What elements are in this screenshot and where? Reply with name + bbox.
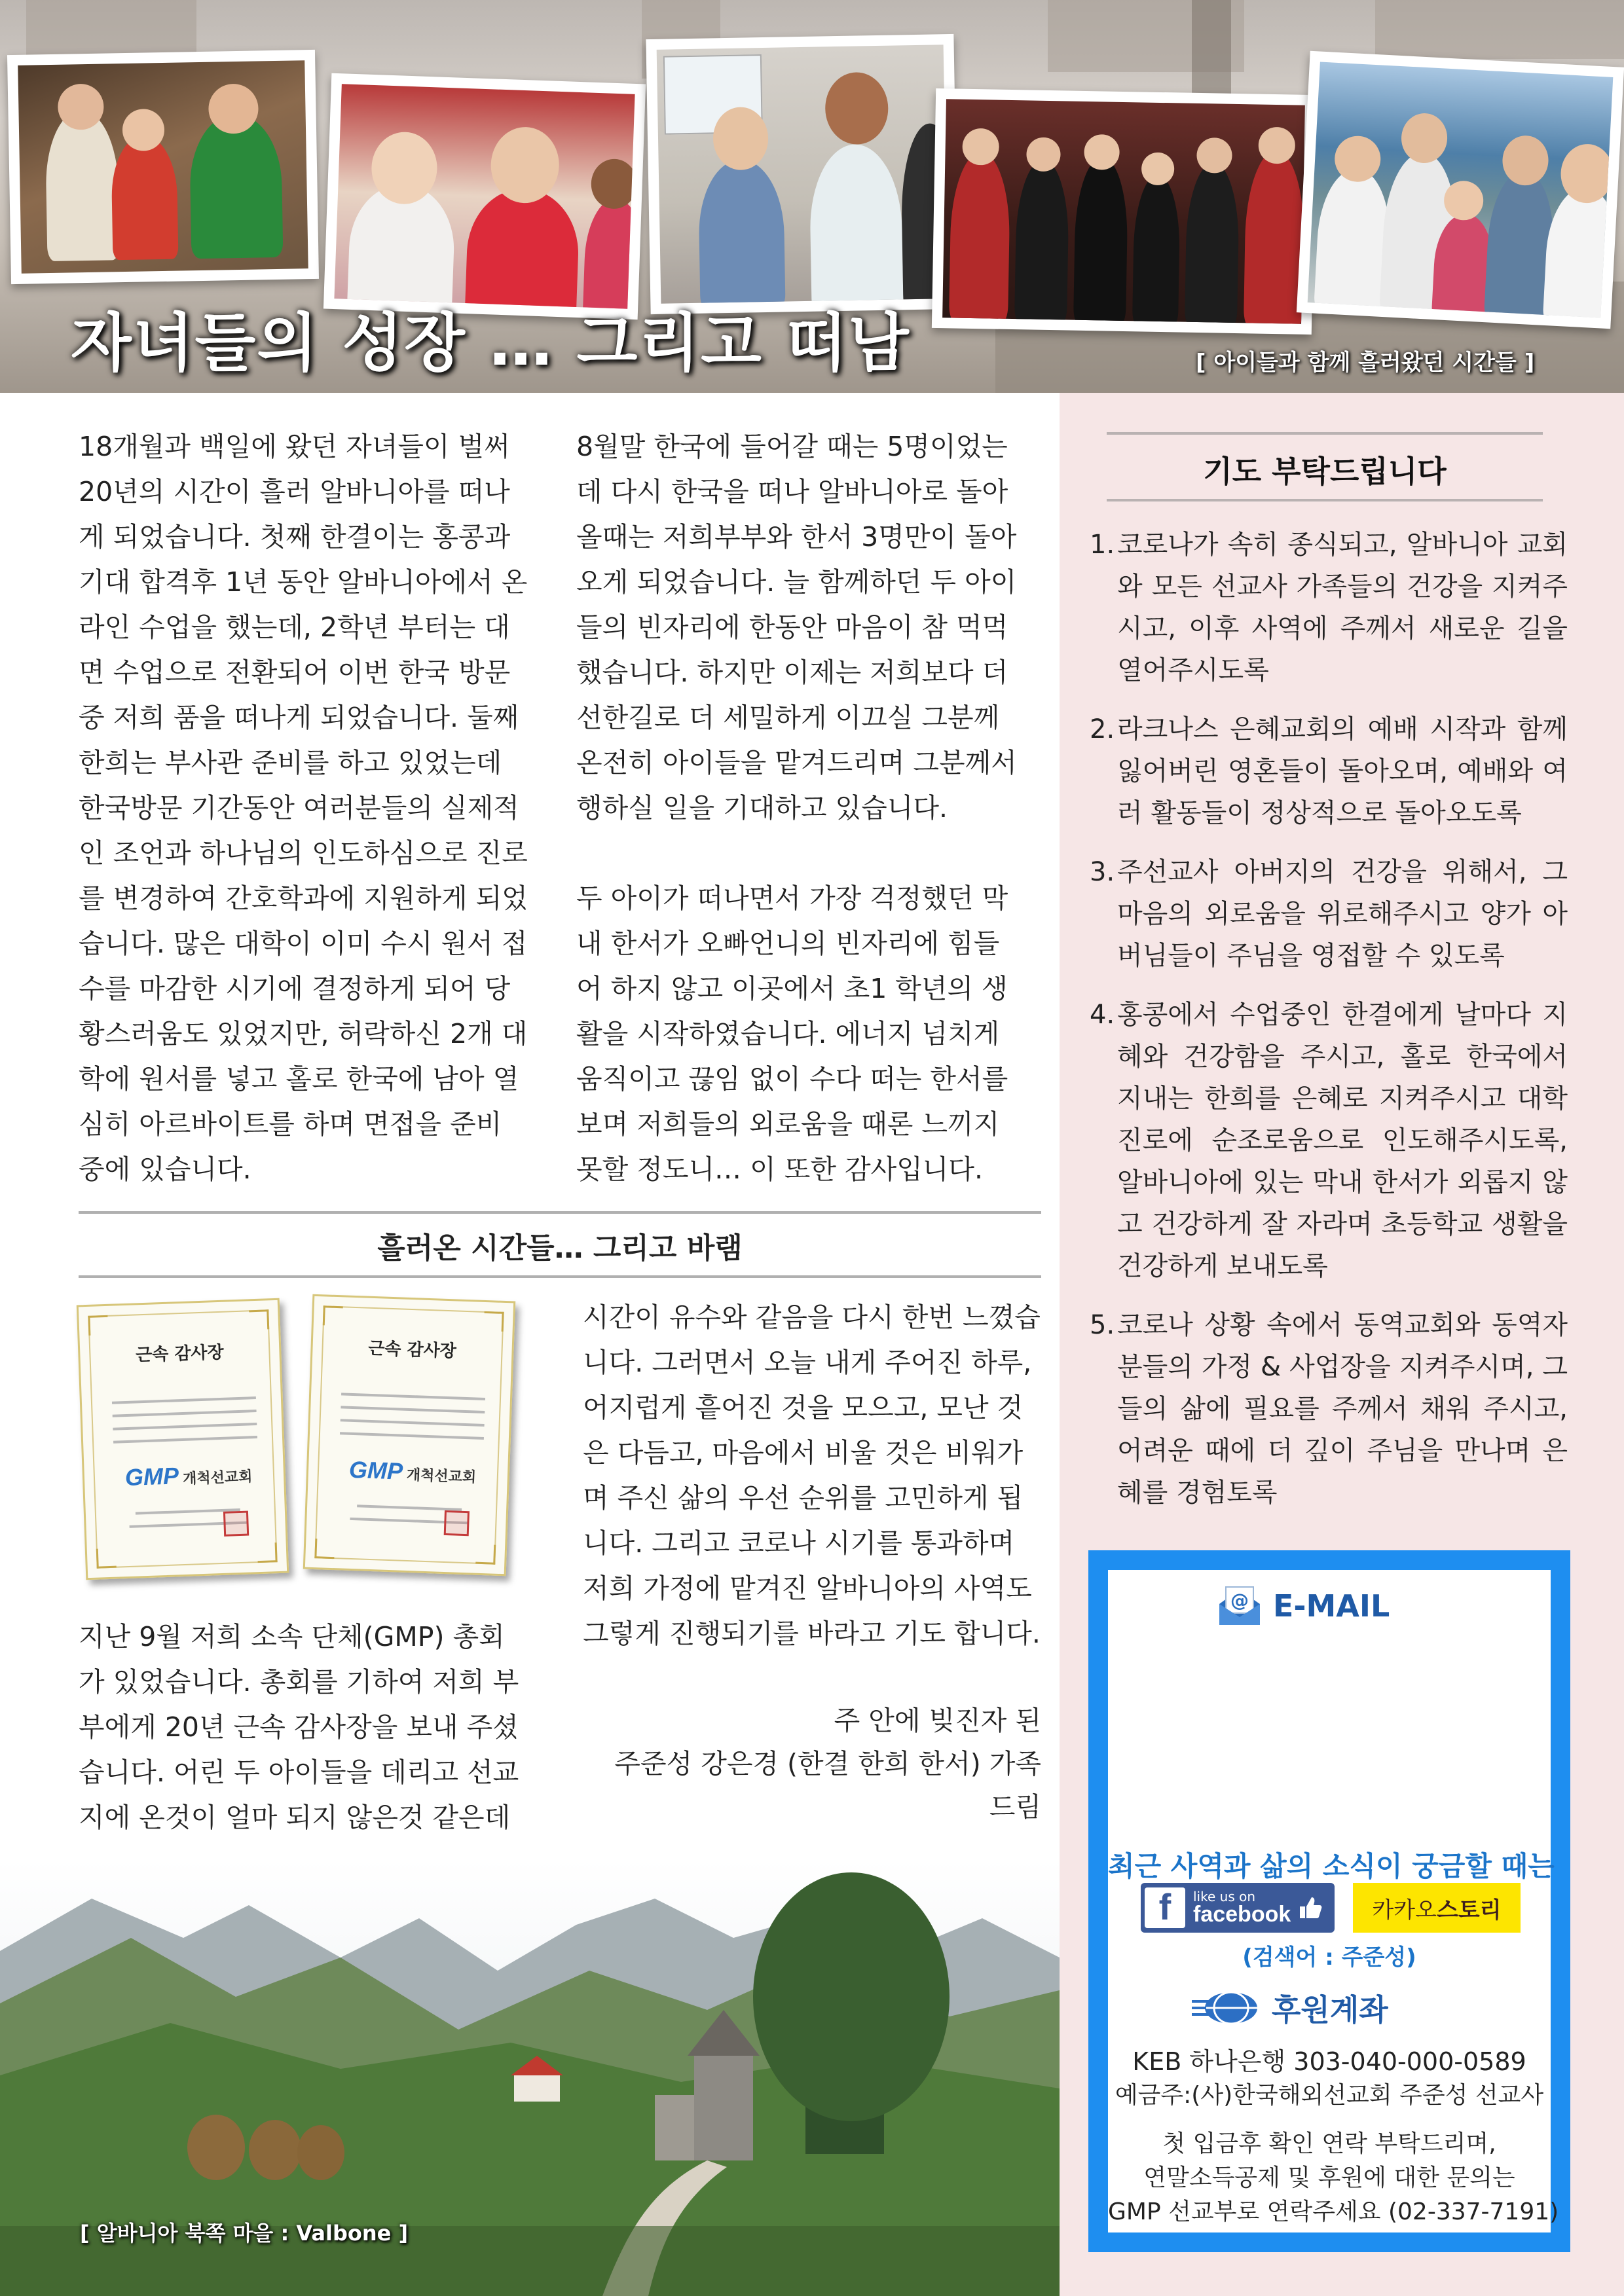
text-line: 행하실 일을 기대하고 있습니다. bbox=[576, 792, 948, 824]
paragraph-gap bbox=[576, 831, 1040, 876]
kakao-bold: 스토리 bbox=[1437, 1897, 1502, 1923]
prayer-number: 5. bbox=[1090, 1310, 1115, 1340]
closing-line-3: 드림 bbox=[989, 1791, 1041, 1823]
prayer-number: 2. bbox=[1090, 714, 1115, 744]
certificate-2 bbox=[303, 1294, 515, 1576]
family-photo-5 bbox=[1297, 51, 1624, 329]
page-title: 자녀들의 성장 … 그리고 떠남 bbox=[71, 306, 910, 380]
text-line: 인 조언과 하나님의 인도하심으로 진로 bbox=[79, 837, 528, 869]
closing-line-2: 주준성 강은경 (한결 한희 한서) 가족 bbox=[614, 1748, 1041, 1779]
story-column-2 bbox=[576, 424, 1040, 1192]
email-icon bbox=[1217, 1584, 1263, 1628]
text-line: 어지럽게 흩어진 것을 모으고, 모난 것 bbox=[583, 1392, 1024, 1423]
prayer-item bbox=[1090, 524, 1568, 691]
prayer-text: 라크나스 은혜교회의 예배 시작과 함께 잃어버린 영혼들이 돌아오며, 예배와 여러 활동들이 정상적으로 돌아오도록 bbox=[1117, 714, 1568, 828]
certificate-title: 근속 감사장 bbox=[135, 1342, 225, 1366]
account-holder: 예금주:(사)한국해외선교회 주준성 선교사 bbox=[1115, 2082, 1544, 2109]
facebook-icon: f bbox=[1145, 1887, 1185, 1928]
text-line: 못할 정도니… 이 또한 감사입니다. bbox=[576, 1154, 984, 1185]
text-line: 어 하지 않고 이곳에서 초1 학년의 생 bbox=[576, 973, 1008, 1004]
family-photo-2 bbox=[323, 73, 646, 320]
prayer-item bbox=[1090, 1304, 1568, 1514]
text-line: 게 되었습니다. 첫째 한결이는 홍콩과 bbox=[79, 521, 511, 553]
landscape-caption: [ 알바니아 북쪽 마을 : Valbone ] bbox=[80, 2221, 409, 2246]
support-title: 후원계좌 bbox=[1272, 1992, 1388, 2028]
text-line: 했습니다. 하지만 이제는 저희보다 더 bbox=[576, 657, 1008, 688]
text-line: 움직이고 끊임 없이 수다 떠는 한서를 bbox=[576, 1063, 1008, 1095]
note-line-2: 연말소득공제 및 후원에 대한 문의는 bbox=[1143, 2164, 1515, 2191]
prayer-text: 코로나가 속히 종식되고, 알바니아 교회와 모든 선교사 가족들의 건강을 지켜주시고, 이후 사역에 주께서 새로운 길을 열어주시도록 bbox=[1117, 530, 1568, 685]
text-line: 18개월과 백일에 왔던 자녀들이 벌써 bbox=[79, 431, 510, 462]
text-line: 온전히 아이들을 맡겨드리며 그분께서 bbox=[576, 747, 1017, 778]
text-line: 지에 온것이 얼마 되지 않은것 같은데 bbox=[79, 1802, 511, 1833]
text-line: 그렇게 진행되기를 바라고 기도 합니다. bbox=[583, 1618, 1041, 1649]
kakaostory-button[interactable] bbox=[1353, 1883, 1521, 1933]
text-line: 은 다듬고, 마음에서 비울 것은 비워가 bbox=[583, 1437, 1024, 1468]
prayer-divider-top bbox=[1107, 432, 1543, 435]
prayer-text: 주선교사 아버지의 건강을 위해서, 그 마음의 외로움을 위로해주시고 양가 아버님들이 주님을 영접할 수 있도록 bbox=[1117, 857, 1568, 971]
gmp-logo: GMP 개척선교회 bbox=[348, 1455, 477, 1485]
section2-right-text bbox=[583, 1295, 1041, 1656]
prayer-divider-bottom bbox=[1107, 499, 1543, 501]
text-line: 니다. 그리고 코로나 시기를 통과하며 bbox=[583, 1527, 1015, 1559]
photo-caption: [ 아이들과 함께 흘러왔던 시간들 ] bbox=[1196, 350, 1535, 376]
family-photo-3 bbox=[646, 34, 958, 314]
text-line: 가 있었습니다. 총회를 기하여 저희 부 bbox=[79, 1666, 519, 1698]
certificate-1 bbox=[77, 1298, 289, 1580]
city-building bbox=[1375, 0, 1624, 59]
gmp-globe-icon bbox=[1192, 1990, 1264, 2026]
text-line: 중에 있습니다. bbox=[79, 1154, 251, 1185]
email-row[interactable] bbox=[1217, 1584, 1390, 1628]
prayer-item bbox=[1090, 851, 1568, 977]
text-line: 저희 가정에 맡겨진 알바니아의 사역도 bbox=[583, 1573, 1032, 1604]
text-line: 선한길로 더 세밀하게 이끄실 그분께 bbox=[576, 702, 1000, 733]
text-line: 라인 수업을 했는데, 2학년 부터는 대 bbox=[79, 611, 510, 643]
section-divider-bottom bbox=[79, 1275, 1041, 1278]
text-line: 활을 시작하였습니다. 에너지 넘치게 bbox=[576, 1018, 1000, 1049]
prayer-text: 홍콩에서 수업중인 한결에게 날마다 지혜와 건강함을 주시고, 홀로 한국에서 지내는 한희를 은혜로 지켜주시고 대학진로에 순조로움으로 인도해주시도록, 알바니아에 있는 막내 한서가 외롭지 않고 건강하게 잘 자라며 초등학교 생활을 건강하게 보내도록 bbox=[1117, 1000, 1568, 1281]
header-banner bbox=[0, 0, 1624, 393]
text-line: 8월말 한국에 들어갈 때는 5명이었는 bbox=[576, 431, 1008, 462]
note-line-1: 첫 입금후 확인 연락 부탁드리며, bbox=[1162, 2130, 1496, 2157]
city-building bbox=[26, 0, 196, 59]
text-line: 두 아이가 떠나면서 가장 걱정했던 막 bbox=[576, 883, 1008, 914]
text-line: 20년의 시간이 흘러 알바니아를 떠나 bbox=[79, 476, 510, 507]
text-line: 들의 빈자리에 한동안 마음이 참 먹먹 bbox=[576, 611, 1008, 643]
text-line: 데 다시 한국을 떠나 알바니아로 돌아 bbox=[576, 476, 1008, 507]
prayer-item bbox=[1090, 708, 1568, 834]
prayer-title: 기도 부탁드립니다 bbox=[1203, 454, 1447, 489]
story-column-1 bbox=[79, 424, 537, 1192]
note-line-3: GMP 선교부로 연락주세요 (02-337-7191) bbox=[1108, 2198, 1559, 2225]
text-line: 한희는 부사관 준비를 하고 있었는데 bbox=[79, 747, 502, 778]
text-line: 내 한서가 오빠언니의 빈자리에 힘들 bbox=[576, 928, 1000, 959]
section2-left-text bbox=[79, 1614, 537, 1840]
prayer-number: 4. bbox=[1090, 1000, 1115, 1030]
section-title: 흘러온 시간들… 그리고 바램 bbox=[377, 1231, 743, 1265]
facebook-button[interactable] bbox=[1141, 1883, 1335, 1933]
support-row bbox=[1192, 1986, 1388, 2030]
text-line: 올때는 저희부부와 한서 3명만이 돌아 bbox=[576, 521, 1017, 553]
email-label: E-MAIL bbox=[1273, 1588, 1390, 1624]
family-photo-1 bbox=[7, 50, 319, 284]
section-divider-top bbox=[79, 1211, 1041, 1214]
text-line: 보며 저희들의 외로움을 때론 느끼지 bbox=[576, 1108, 1000, 1140]
prayer-text: 코로나 상황 속에서 동역교회와 동역자분들의 가정 & 사업장을 지켜주시며, 그들의 삶에 필요를 주께서 채워 주시고, 어려운 때에 더 깊이 주님을 만나며 은혜를 경험토록 bbox=[1117, 1310, 1568, 1508]
bank-account: KEB 하나은행 303-040-000-0589 bbox=[1132, 2047, 1526, 2076]
prayer-list bbox=[1090, 524, 1568, 1531]
prayer-item bbox=[1090, 994, 1568, 1287]
prayer-number: 1. bbox=[1090, 530, 1115, 560]
facebook-name: facebook bbox=[1193, 1902, 1291, 1927]
text-line: 습니다. 많은 대학이 이미 수시 원서 접 bbox=[79, 928, 528, 959]
text-line: 니다. 그러면서 오늘 내게 주어진 하루, bbox=[583, 1347, 1032, 1378]
family-photo-4 bbox=[932, 88, 1316, 335]
facebook-small-text: like us on bbox=[1193, 1889, 1256, 1904]
news-heading: 최근 사역과 삶의 소식이 궁금할 때는 bbox=[1108, 1850, 1555, 1882]
text-line: 며 주신 삶의 우선 순위를 고민하게 됩 bbox=[583, 1482, 1024, 1514]
text-line: 학에 원서를 넣고 홀로 한국에 남아 열 bbox=[79, 1063, 519, 1095]
text-line: 기대 합격후 1년 동안 알바니아에서 온 bbox=[79, 566, 528, 598]
kakao-prefix: 카카오 bbox=[1372, 1897, 1437, 1923]
thumbs-up-icon bbox=[1297, 1895, 1323, 1921]
svg-text:@: @ bbox=[1230, 1590, 1249, 1611]
gmp-logo: GMP 개척선교회 bbox=[124, 1462, 253, 1491]
text-line: 수를 마감한 시기에 결정하게 되어 당 bbox=[79, 973, 511, 1004]
prayer-number: 3. bbox=[1090, 857, 1115, 887]
red-seal-stamp bbox=[444, 1510, 470, 1536]
text-line: 한국방문 기간동안 여러분들의 실제적 bbox=[79, 792, 519, 824]
text-line: 부에게 20년 근속 감사장을 보내 주셨 bbox=[79, 1711, 519, 1743]
text-line: 지난 9월 저희 소속 단체(GMP) 총회 bbox=[79, 1621, 505, 1652]
text-line: 시간이 유수와 같음을 다시 한번 느꼈습 bbox=[583, 1302, 1041, 1333]
certificate-title: 근속 감사장 bbox=[367, 1338, 457, 1362]
text-line: 습니다. 어린 두 아이들을 데리고 선교 bbox=[79, 1757, 519, 1788]
red-seal-stamp bbox=[223, 1511, 249, 1537]
text-line: 면 수업으로 전환되어 이번 한국 방문 bbox=[79, 657, 511, 688]
search-term: (검색어 : 주준성) bbox=[1242, 1944, 1416, 1971]
closing-line-1: 주 안에 빚진자 된 bbox=[834, 1705, 1041, 1736]
text-line: 황스러움도 있었지만, 허락하신 2개 대 bbox=[79, 1018, 528, 1049]
text-line: 오게 되었습니다. 늘 함께하던 두 아이 bbox=[576, 566, 1017, 598]
text-line: 심히 아르바이트를 하며 면접을 준비 bbox=[79, 1108, 502, 1140]
text-line: 중 저희 품을 떠나게 되었습니다. 둘째 bbox=[79, 702, 519, 733]
text-line: 를 변경하여 간호학과에 지원하게 되었 bbox=[79, 883, 528, 914]
